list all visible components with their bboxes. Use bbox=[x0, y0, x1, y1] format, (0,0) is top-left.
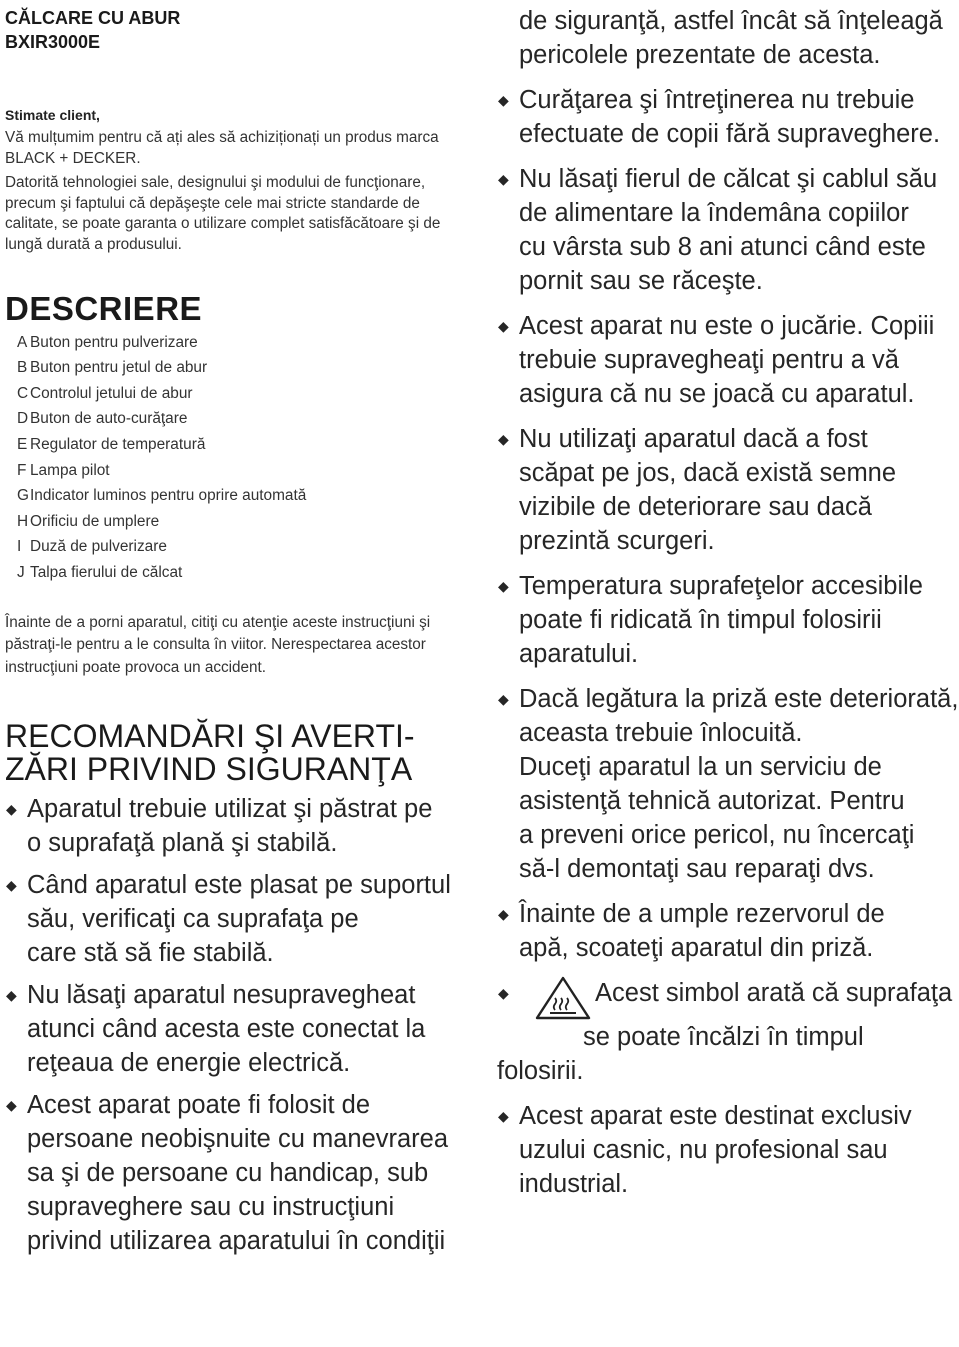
safety-item bbox=[497, 682, 959, 886]
safety-item bbox=[497, 1099, 959, 1201]
diamond-bullet-icon: ◆ bbox=[498, 431, 509, 447]
part-item bbox=[17, 355, 465, 381]
part-letter: C bbox=[17, 384, 29, 402]
safety-item-text: Înainte de a umple rezervorul de apă, scoateţi aparatul din priză. bbox=[519, 900, 885, 962]
part-letter: B bbox=[17, 359, 28, 377]
part-text: Lampa pilot bbox=[30, 461, 110, 479]
product-title-line1: CĂLCARE CU ABUR bbox=[5, 8, 181, 28]
safety-item-text: Curăţarea şi întreţinerea nu trebuie efectuate de copii fără supraveghere. bbox=[519, 86, 941, 148]
safety-heading-line1: RECOMANDĂRI ŞI AVERTI- bbox=[5, 717, 415, 754]
part-item bbox=[17, 458, 465, 484]
diamond-bullet-icon: ◆ bbox=[498, 906, 509, 922]
part-letter: I bbox=[17, 538, 22, 556]
part-item bbox=[17, 483, 465, 509]
part-letter: F bbox=[17, 461, 27, 479]
part-text: Regulator de temperatură bbox=[30, 435, 206, 453]
diamond-bullet-icon: ◆ bbox=[6, 876, 17, 893]
part-item bbox=[17, 509, 465, 535]
safety-item bbox=[497, 162, 959, 298]
part-text: Orificiu de umplere bbox=[30, 512, 160, 530]
part-letter: H bbox=[17, 512, 29, 530]
right-column bbox=[497, 0, 959, 1212]
part-letter: G bbox=[17, 487, 29, 505]
safety-item-text: Nu lăsaţi fierul de călcat şi cablul său de alimentare la îndemâna copiilor cu vârsta sub 8 ani atunci când este pornit sau se răceşte. bbox=[519, 165, 938, 295]
symbol-text-line3: folosirii. bbox=[497, 1057, 584, 1085]
safety-item-text: Acest aparat poate fi folosit de persoane neobişnuite cu manevrarea sa şi de persoane cu handicap, sub supraveghere sau cu instrucţiuni privind utilizarea aparatului în condiţii bbox=[27, 1090, 449, 1255]
hot-surface-warning-icon bbox=[535, 976, 591, 1020]
safety-item bbox=[5, 868, 465, 970]
safety-heading-line2: ZĂRI PRIVIND SIGURANŢA bbox=[5, 750, 413, 787]
safety-item bbox=[5, 978, 465, 1080]
part-text: Controlul jetului de abur bbox=[30, 384, 193, 402]
diamond-bullet-icon: ◆ bbox=[6, 986, 17, 1003]
part-text: Buton pentru pulverizare bbox=[30, 333, 198, 351]
description-heading: DESCRIERE bbox=[5, 289, 203, 327]
safety-item bbox=[5, 1088, 465, 1258]
diamond-bullet-icon: ◆ bbox=[6, 1096, 17, 1113]
product-model: BXIR3000E bbox=[5, 32, 101, 52]
safety-item-hot-surface bbox=[497, 976, 959, 1088]
part-text: Indicator luminos pentru oprire automată bbox=[30, 487, 307, 505]
diamond-bullet-icon: ◆ bbox=[6, 800, 17, 817]
parts-list bbox=[17, 330, 465, 586]
part-text: Buton pentru jetul de abur bbox=[30, 359, 208, 377]
safety-item-text: Acest aparat este destinat exclusiv uzului casnic, nu profesional sau industrial. bbox=[519, 1102, 912, 1198]
part-item bbox=[17, 432, 465, 458]
part-text: Buton de auto-curăţare bbox=[30, 410, 188, 428]
part-letter: E bbox=[17, 435, 28, 453]
safety-item bbox=[5, 792, 465, 860]
diamond-bullet-icon: ◆ bbox=[498, 578, 509, 594]
part-text: Duză de pulverizare bbox=[30, 538, 167, 556]
diamond-bullet-icon: ◆ bbox=[498, 985, 509, 1001]
safety-item bbox=[497, 422, 959, 558]
diamond-bullet-icon: ◆ bbox=[498, 1108, 509, 1124]
safety-item-text: Când aparatul este plasat pe suportul său, verificaţi ca suprafaţa pe care stă să fie stabilă. bbox=[27, 870, 451, 967]
symbol-text-line2: se poate încălzi în timpul bbox=[583, 1023, 864, 1051]
before-use-note: Înainte de a porni aparatul, citiţi cu atenţie aceste instrucţiuni şi păstraţi-le pentru a le consulta în viitor. Nerespectarea acestor instrucţiuni poate provoca un accident. bbox=[5, 613, 431, 677]
safety-item bbox=[497, 569, 959, 671]
diamond-bullet-icon: ◆ bbox=[498, 691, 509, 707]
safety-item-text: Nu utilizaţi aparatul dacă a fost scăpat pe jos, dacă există semne vizibile de deteriorare sau dacă prezintă scurgeri. bbox=[519, 425, 897, 555]
part-item bbox=[17, 330, 465, 356]
part-letter: A bbox=[17, 333, 28, 351]
intro-paragraph: Datorită tehnologiei sale, designului şi modului de funcţionare, precum şi faptului că depăşeşte cele mai stricte standarde de calitate, se poate garanta o utilizare complet satisfăcătoare şi de lungă durată a produsului. bbox=[5, 174, 441, 253]
diamond-bullet-icon: ◆ bbox=[498, 92, 509, 108]
safety-item bbox=[497, 309, 959, 411]
safety-list-left bbox=[5, 792, 465, 1258]
diamond-bullet-icon: ◆ bbox=[498, 318, 509, 334]
safety-heading bbox=[5, 717, 465, 787]
intro-text bbox=[5, 128, 465, 256]
safety-item-text: Aparatul trebuie utilizat şi păstrat pe o suprafaţă plană şi stabilă. bbox=[27, 794, 433, 857]
diamond-bullet-icon: ◆ bbox=[498, 171, 509, 187]
product-title bbox=[5, 6, 465, 54]
safety-item-continuation: de siguranţă, astfel încât să înţeleagă pericolele prezentate de acesta. bbox=[519, 7, 943, 69]
part-letter: D bbox=[17, 410, 29, 428]
intro-paragraph: Vă mulțumim pentru că ați ales să achiziționați un produs marca BLACK + DECKER. bbox=[5, 129, 439, 167]
safety-item-text: Temperatura suprafeţelor accesibile poate fi ridicată în timpul folosirii aparatului. bbox=[519, 572, 923, 668]
part-item bbox=[17, 381, 465, 407]
safety-item-text: Acest aparat nu este o jucărie. Copiii trebuie supravegheaţi pentru a vă asigura că nu se joacă cu aparatul. bbox=[519, 312, 935, 408]
part-text: Talpa fierului de călcat bbox=[30, 563, 183, 581]
part-letter: J bbox=[17, 563, 25, 581]
left-column bbox=[5, 0, 465, 1266]
safety-item-text: Dacă legătura la priză este deteriorată, aceasta trebuie înlocuită. Duceţi aparatul la un serviciu de asistenţă tehnică autorizat. Pentru a preveni orice pericol, nu încercaţi să-l demontaţi sau reparaţi dvs. bbox=[519, 685, 959, 883]
part-item bbox=[17, 406, 465, 432]
safety-item-text: Nu lăsaţi aparatul nesupravegheat atunci când acesta este conectat la reţeaua de energie electrică. bbox=[27, 980, 426, 1077]
safety-list-right bbox=[497, 83, 959, 1201]
safety-item bbox=[497, 897, 959, 965]
part-item bbox=[17, 534, 465, 560]
safety-item bbox=[497, 83, 959, 151]
part-item bbox=[17, 560, 465, 586]
salutation: Stimate client, bbox=[5, 107, 100, 123]
symbol-text-line1: Acest simbol arată că suprafaţa bbox=[595, 979, 953, 1007]
